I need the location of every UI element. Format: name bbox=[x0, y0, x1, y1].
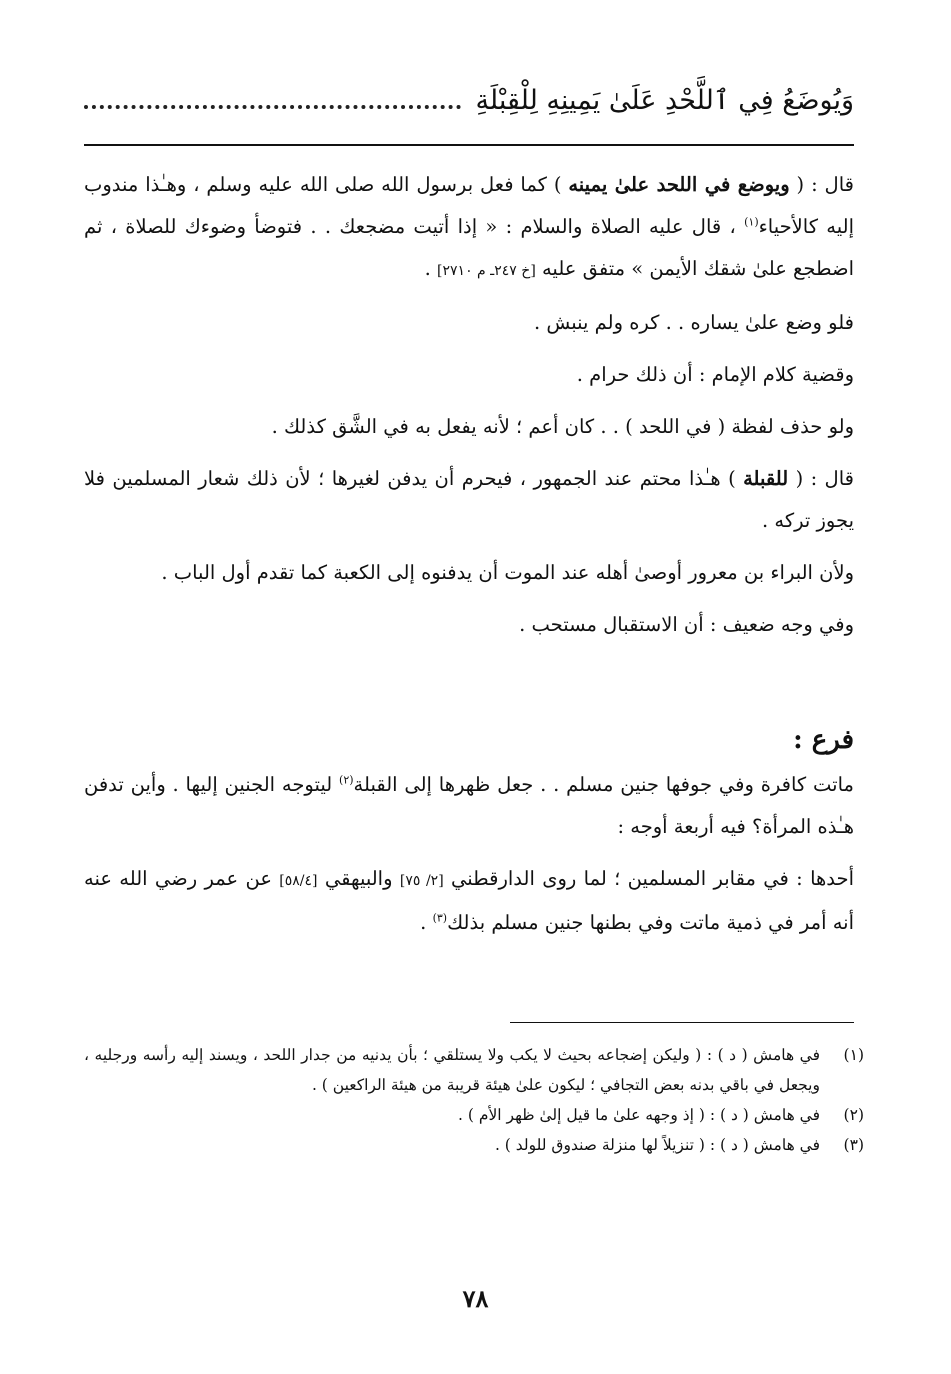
running-head bbox=[84, 72, 854, 128]
dot-leader bbox=[84, 91, 461, 109]
text-run: عن عمر رضي الله عنه أنه أمر في ذمية ماتت وفي بطنها جنين مسلم بذلك bbox=[84, 867, 854, 934]
footnote-number: (١) bbox=[843, 1046, 864, 1064]
text-run: قال : ( bbox=[789, 173, 854, 196]
citation: [٥٨/٤] bbox=[279, 873, 318, 889]
paragraph-6: ولأن البراء بن معرور أوصىٰ أهله عند الموت أن يدفنوه إلى الكعبة كما تقدم أول الباب . bbox=[161, 561, 854, 584]
citation: [خ ٢٤٧ـ م ٢٧١٠] bbox=[437, 263, 536, 279]
text-run: . bbox=[424, 257, 438, 280]
paragraph-2: فلو وضع علىٰ يساره . . كره ولم ينبش . bbox=[534, 311, 854, 334]
text-run: ) هـٰذا محتم عند الجمهور ، فيحرم أن يدفن لغيرها ؛ لأن ذلك شعار المسلمين فلا يجوز تركه . bbox=[84, 467, 854, 532]
text-run: والبيهقي bbox=[317, 867, 400, 890]
footnote-ref-2[interactable]: (٢) bbox=[339, 773, 354, 787]
footnote-2 bbox=[84, 1100, 864, 1130]
footnote-separator bbox=[510, 1022, 854, 1023]
page-number: ٧٨ bbox=[462, 1284, 489, 1313]
footnote-text: في هامش ( د ) : ( وليكن إضجاعه بحيث لا يكب ولا يستلقي ؛ بأن يدنيه من جدار اللحد ، ويسند إليه رأسه ورجليه ، ويجعل في باقي بدنه بعض التجافي ؛ ليكون علىٰ هيئة قريبة من هيئة الراكعين ) . bbox=[84, 1046, 820, 1094]
text-run: أحدها : في مقابر المسلمين ؛ لما روى الدارقطني bbox=[443, 867, 855, 890]
running-head-title: وَيُوضَعُ فِي ٱللَّحْدِ عَلَىٰ يَمِينِهِ لِلْقِبْلَةِ bbox=[475, 84, 854, 116]
text-run: . bbox=[420, 911, 433, 934]
header-rule bbox=[84, 144, 854, 146]
matn-bold: للقبلة bbox=[743, 467, 789, 490]
footnote-3 bbox=[84, 1130, 864, 1160]
paragraph-3: وقضية كلام الإمام : أن ذلك حرام . bbox=[576, 363, 854, 386]
matn-bold: ويوضع في اللحد علىٰ يمينه bbox=[568, 173, 790, 196]
footnote-ref-1[interactable]: (١) bbox=[744, 215, 759, 229]
paragraph-7: وفي وجه ضعيف : أن الاستقبال مستحب . bbox=[519, 613, 854, 636]
footnote-ref-3[interactable]: (٣) bbox=[432, 911, 448, 925]
footnote-text: في هامش ( د ) : ( تنزيلاً لها منزلة صندوق للولد ) . bbox=[494, 1136, 820, 1154]
text-run: ، قال عليه الصلاة والسلام : « إذا أتيت مضجعك . . فتوضأ وضوءك للصلاة ، ثم اضطجع علىٰ شقك الأيمن » متفق عليه bbox=[84, 215, 854, 280]
paragraph-4: ولو حذف لفظة ( في اللحد ) . . كان أعم ؛ لأنه يفعل به في الشَّق كذلك . bbox=[271, 415, 854, 438]
citation: [٢/ ٧٥] bbox=[399, 873, 444, 889]
paragraph-1 bbox=[84, 164, 854, 292]
section-heading: فرع : bbox=[793, 725, 854, 755]
text-run: ) كما فعل برسول الله صلى الله عليه وسلم ، وهـٰذا مندوب إليه كالأحياء bbox=[84, 173, 854, 238]
footnote-1 bbox=[84, 1040, 864, 1100]
paragraph-8 bbox=[84, 764, 854, 848]
footnote-text: في هامش ( د ) : ( إذ وجهه علىٰ ما قيل إلىٰ ظهر الأم ) . bbox=[458, 1106, 820, 1124]
body-text bbox=[84, 164, 854, 954]
paragraph-5 bbox=[84, 458, 854, 542]
text-run: ماتت كافرة وفي جوفها جنين مسلم . . جعل ظهرها إلى القبلة bbox=[353, 773, 854, 796]
footnote-number: (٢) bbox=[843, 1106, 864, 1124]
section-gap bbox=[84, 656, 854, 718]
text-run: قال : ( bbox=[788, 467, 854, 490]
paragraph-9 bbox=[84, 858, 854, 944]
text-run: ليتوجه الجنين إليها . وأين تدفن هـٰذه المرأة؟ فيه أربعة أوجه : bbox=[84, 773, 854, 838]
footnote-number: (٣) bbox=[843, 1136, 864, 1154]
footnotes bbox=[84, 1040, 864, 1160]
